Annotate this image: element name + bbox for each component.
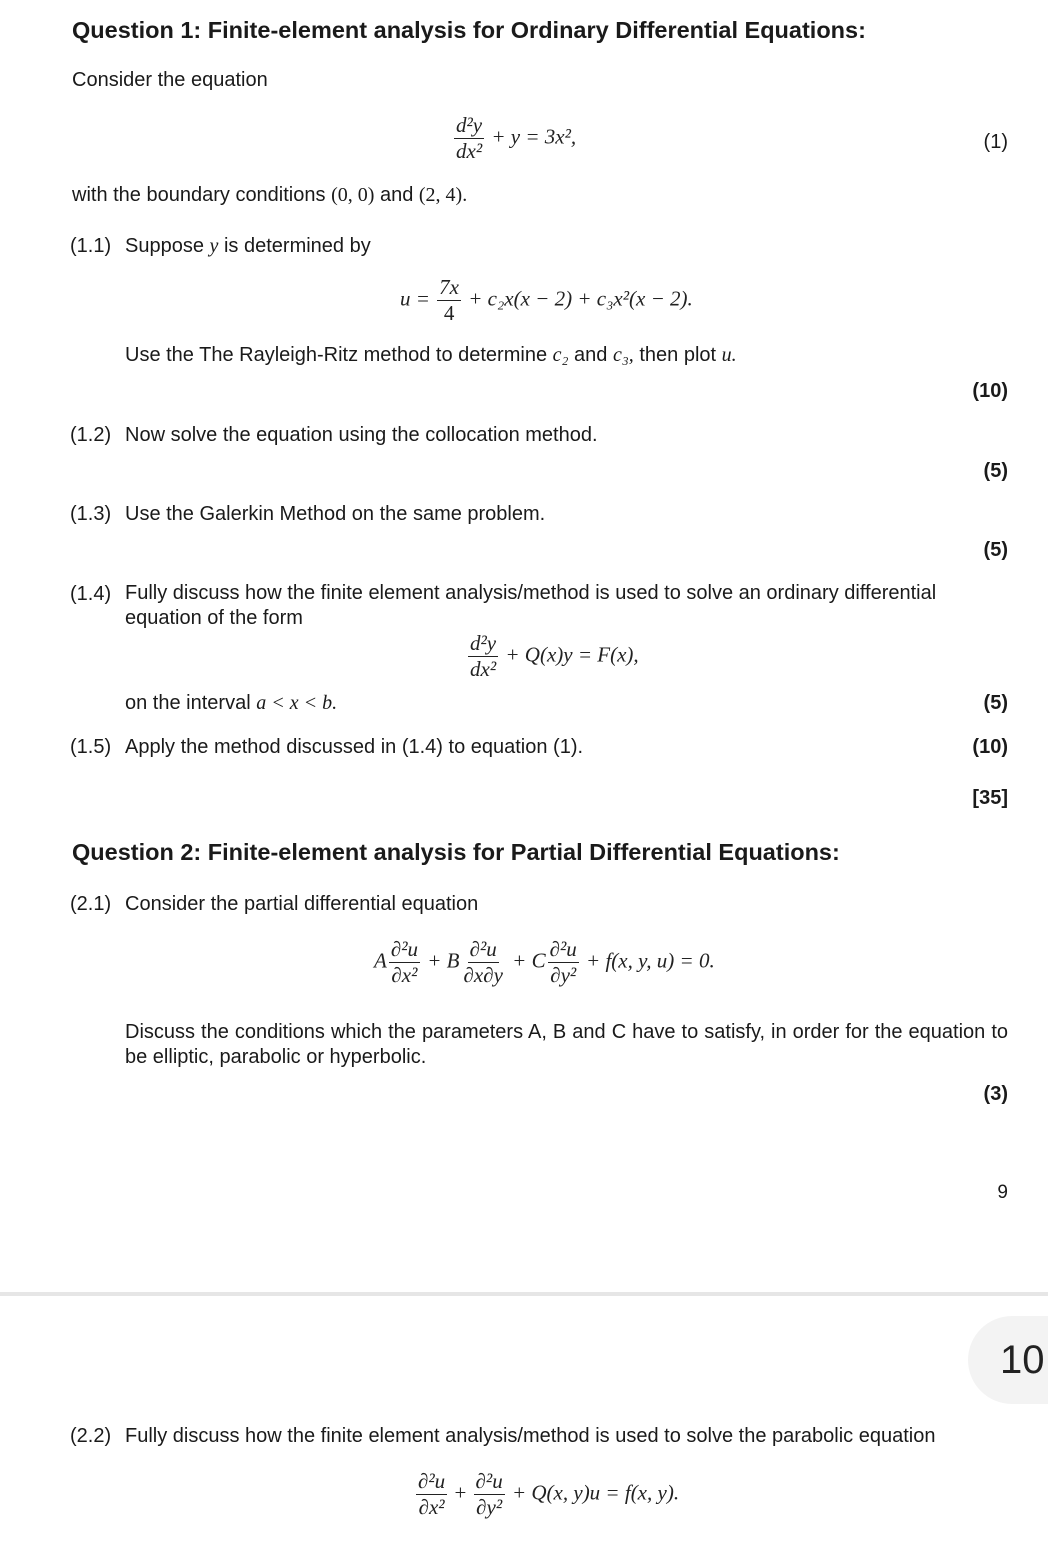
- parabolic-f2-num: ∂²u: [474, 1470, 505, 1495]
- pde-f2-den: ∂x∂y: [463, 963, 503, 988]
- ode-frac-num: d²y: [468, 632, 498, 657]
- ode-general-form: [466, 632, 639, 681]
- part-1-2-number: (1.2): [70, 424, 112, 446]
- part-1-4-number: (1.4): [70, 583, 112, 605]
- p11-var-y: y: [209, 235, 219, 257]
- p12-marks: (5): [983, 460, 1008, 482]
- p11-instr-a: Use the The Rayleigh-Ritz method to determine: [125, 344, 548, 366]
- part-1-1-text: [125, 234, 371, 258]
- p21-marks: (3): [983, 1083, 1008, 1105]
- pde-frac-2: [462, 938, 505, 987]
- parabolic-frac-2: [474, 1470, 505, 1519]
- page-number: 9: [997, 1182, 1008, 1203]
- parabolic-plus: +: [454, 1480, 467, 1505]
- part-1-3-number: (1.3): [70, 503, 112, 525]
- pde-rest: + f(x, y, u) = 0.: [586, 948, 715, 973]
- p11-u: u.: [721, 344, 737, 366]
- parabolic-f2-den: ∂y²: [476, 1495, 503, 1520]
- pde-f3-den: ∂y²: [550, 963, 577, 988]
- p14-interval: [125, 691, 337, 715]
- part-1-5-text: Apply the method discussed in (1.4) to equation (1).: [125, 736, 584, 758]
- p11-instr-and: and: [574, 344, 608, 366]
- q1-total-marks: [35]: [972, 787, 1008, 809]
- part-1-5-number: (1.5): [70, 736, 112, 758]
- part-1-1-number: (1.1): [70, 235, 112, 257]
- eq1-denominator: dx²: [456, 139, 483, 164]
- trial-fraction: [437, 276, 461, 325]
- page-divider: [0, 1292, 1048, 1296]
- question-1-heading: Question 1: Finite-element analysis for Ordinary Differential Equations:: [72, 17, 866, 43]
- equation-1: [452, 114, 576, 163]
- p11-text-a: Suppose: [125, 235, 204, 257]
- part-1-3-text: Use the Galerkin Method on the same problem.: [125, 503, 546, 525]
- q1-intro: Consider the equation: [72, 69, 268, 91]
- p11-c2: c₂: [552, 344, 569, 366]
- pde-f3-num: ∂²u: [548, 938, 579, 963]
- p11-instruction: [125, 343, 737, 367]
- bc-and: and: [379, 184, 414, 206]
- eq1-rhs: + y = 3x²,: [491, 124, 577, 149]
- question-2-heading: Question 2: Finite-element analysis for Partial Differential Equations:: [72, 839, 840, 865]
- p11-marks: (10): [972, 380, 1008, 402]
- bc-prefix: with the boundary conditions: [72, 184, 326, 206]
- part-2-1-text: Consider the partial differential equation: [125, 893, 479, 915]
- part-1-2-text: Now solve the equation using the collocation method.: [125, 424, 598, 446]
- part-1-4-text: Fully discuss how the finite element analysis/method is used to solve an ordinary differential equation of the form: [125, 582, 937, 629]
- eq1-numerator: d²y: [454, 114, 484, 139]
- pde-B: + B: [427, 948, 460, 973]
- trial-frac-num: 7x: [437, 276, 461, 301]
- parabolic-equation: [414, 1470, 679, 1519]
- trial-rest: + c₂x(x − 2) + c₃x²(x − 2).: [468, 286, 693, 311]
- trial-lhs: u =: [400, 286, 430, 311]
- parabolic-rest: + Q(x, y)u = f(x, y).: [511, 1480, 680, 1505]
- pde-frac-1: [389, 938, 420, 987]
- p11-c3: c₃,: [612, 344, 634, 366]
- boundary-conditions: [72, 183, 467, 207]
- part-2-2-text: Fully discuss how the finite element analysis/method is used to solve the parabolic equation: [125, 1425, 936, 1447]
- trial-function-equation: [400, 276, 693, 325]
- p13-marks: (5): [983, 539, 1008, 561]
- pde-C: + C: [512, 948, 546, 973]
- page-number-badge: 10: [968, 1316, 1048, 1404]
- p14-interval-math: a < x < b.: [256, 692, 338, 714]
- trial-frac-den: 4: [443, 301, 455, 326]
- equation-1-number: (1): [983, 131, 1008, 153]
- pde-f1-den: ∂x²: [391, 963, 418, 988]
- p21-discussion: Discuss the conditions which the parameters A, B and C have to satisfy, in order for the equation to be elliptic, parabolic or hyperbolic.: [125, 1021, 1008, 1068]
- p15-marks: (10): [972, 736, 1008, 758]
- p14-interval-text: on the interval: [125, 692, 251, 714]
- pde-general-equation: [374, 938, 715, 987]
- ode-fraction: [468, 632, 498, 681]
- part-2-2-number: (2.2): [70, 1425, 112, 1447]
- part-2-1-number: (2.1): [70, 893, 112, 915]
- bc-point-b: (2, 4).: [418, 184, 468, 206]
- parabolic-frac-1: [416, 1470, 447, 1519]
- pde-f1-num: ∂²u: [389, 938, 420, 963]
- ode-rhs: + Q(x)y = F(x),: [505, 642, 639, 667]
- p11-text-b: is determined by: [223, 235, 371, 257]
- pde-A: A: [374, 948, 387, 973]
- bc-point-a: (0, 0): [331, 184, 375, 206]
- parabolic-f1-den: ∂x²: [418, 1495, 445, 1520]
- parabolic-f1-num: ∂²u: [416, 1470, 447, 1495]
- pde-frac-3: [548, 938, 579, 987]
- eq1-fraction: [454, 114, 484, 163]
- p11-instr-b: then plot: [639, 344, 717, 366]
- p14-marks: (5): [983, 692, 1008, 714]
- ode-frac-den: dx²: [470, 657, 497, 682]
- pde-f2-num: ∂²u: [468, 938, 499, 963]
